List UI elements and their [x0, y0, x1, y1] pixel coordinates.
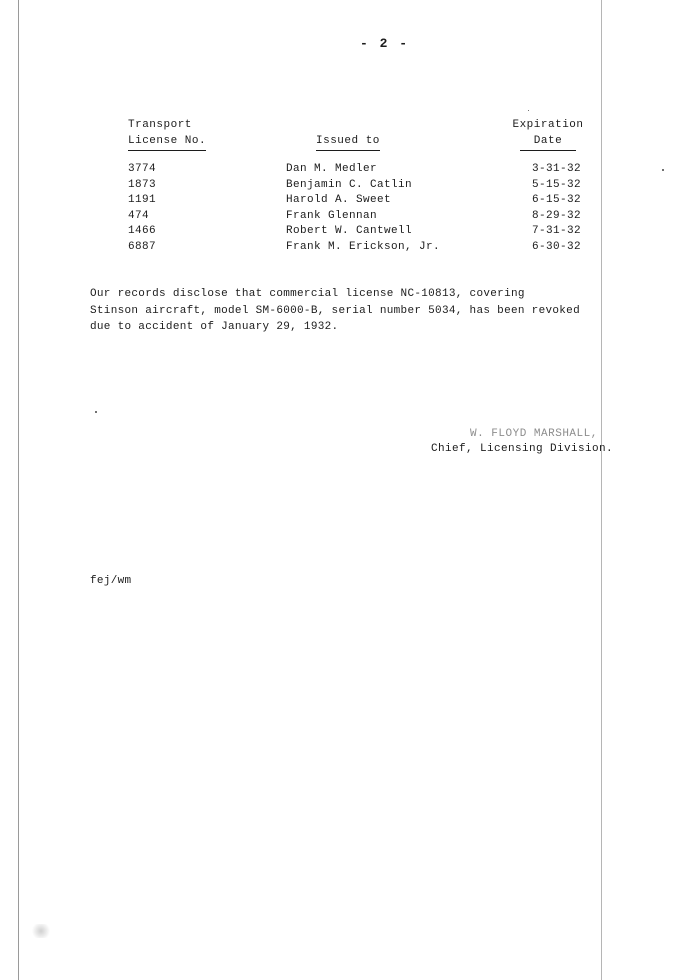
- issued-to-name: Frank Glennan: [286, 209, 378, 222]
- expiration-date: 8-29-32: [532, 209, 582, 222]
- header-license-no: [128, 117, 206, 151]
- header-expiration-line2: Date: [520, 133, 576, 151]
- license-number: 474: [128, 209, 150, 222]
- revocation-paragraph: Our records disclose that commercial license NC-10813, covering Stinson aircraft, model SM-6000-B, serial number 5034, has been revoked due to accident of January 29, 1932.: [90, 288, 580, 333]
- license-table: [0, 163, 700, 256]
- header-license-line1: Transport: [128, 119, 192, 131]
- paper-smudge: [30, 924, 52, 938]
- header-issued-to: [316, 133, 380, 151]
- table-row: [0, 163, 700, 179]
- signatory-title: Chief, Licensing Division.: [431, 443, 614, 455]
- table-row: [0, 210, 700, 226]
- header-license-line2: License No.: [128, 133, 206, 151]
- license-number: 1191: [128, 194, 157, 206]
- page-number: - 2 -: [360, 36, 410, 51]
- issued-to-name: Dan M. Medler: [286, 163, 378, 175]
- header-expiration-line1: Expiration: [512, 119, 584, 131]
- expiration-date: 6-30-32: [532, 240, 582, 253]
- issued-to-name: Benjamin C. Catlin: [286, 178, 413, 191]
- license-number: 6887: [128, 240, 157, 253]
- expiration-date: 6-15-32: [532, 194, 582, 206]
- page-left-edge: [18, 0, 19, 980]
- table-row: [0, 194, 700, 210]
- paper-speck: [95, 411, 97, 413]
- license-number: 3774: [128, 163, 157, 175]
- issued-to-name: Robert W. Cantwell: [286, 225, 413, 237]
- header-issued-to-label: Issued to: [316, 133, 380, 151]
- typist-initials: fej/wm: [90, 575, 132, 587]
- paper-speck: [528, 110, 529, 111]
- paper-speck: [662, 169, 664, 171]
- table-row: [0, 241, 700, 257]
- license-number: 1873: [128, 178, 157, 191]
- table-row: [0, 179, 700, 195]
- issued-to-name: Harold A. Sweet: [286, 194, 392, 206]
- license-number: 1466: [128, 225, 157, 237]
- expiration-date: 7-31-32: [532, 225, 582, 237]
- issued-to-name: Frank M. Erickson, Jr.: [286, 240, 441, 253]
- header-expiration-date: [506, 117, 590, 151]
- expiration-date: 3-31-32: [532, 163, 582, 175]
- signatory-name: W. FLOYD MARSHALL,: [470, 428, 598, 440]
- page-right-edge: [601, 0, 602, 980]
- expiration-date: 5-15-32: [532, 178, 582, 191]
- table-row: [0, 225, 700, 241]
